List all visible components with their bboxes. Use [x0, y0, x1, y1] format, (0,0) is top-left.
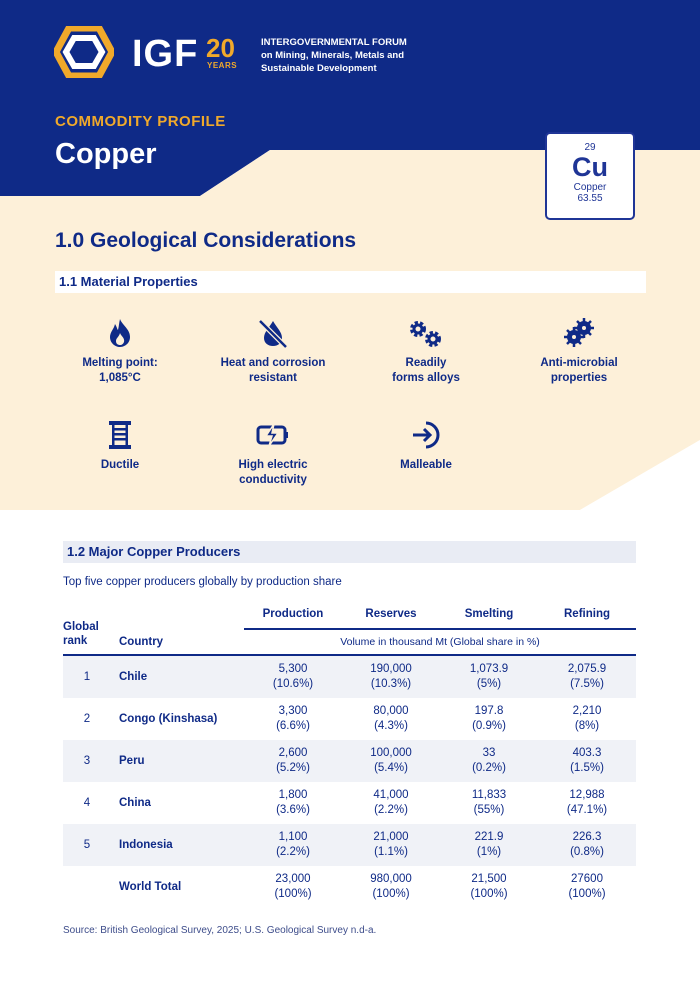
subsection-heading: 1.2 Major Copper Producers	[63, 541, 636, 563]
production-cell: 3,300 (6.6%)	[276, 705, 310, 732]
reserves-cell: 41,000 (2.2%)	[373, 789, 409, 816]
country-cell: Indonesia	[111, 824, 244, 866]
col-header-production: Production	[244, 600, 342, 629]
col-header-refining: Refining	[538, 600, 636, 629]
property-ductile	[50, 420, 190, 473]
rank-cell: 1	[63, 656, 111, 698]
property-label: Readily forms alloys	[392, 357, 460, 384]
microbe-icon	[563, 318, 595, 348]
rank-cell: 3	[63, 740, 111, 782]
col-header-rank: Global rank	[63, 621, 99, 647]
element-symbol: Cu	[572, 152, 608, 182]
smelting-cell: 33 (0.2%)	[440, 740, 538, 782]
property-label: High electric conductivity	[238, 459, 308, 486]
table-caption: Top five copper producers globally by production share	[63, 576, 342, 588]
forum-name	[261, 36, 481, 75]
table-row	[63, 824, 636, 866]
refining-cell: 27600 (100%)	[568, 873, 606, 900]
logo-anniversary: 20	[206, 33, 235, 63]
no-water-icon	[256, 318, 290, 348]
flame-icon	[106, 318, 134, 348]
refining-cell: 2,075.9 (7.5%)	[538, 656, 636, 698]
property-conductivity	[203, 420, 343, 488]
reserves-cell: 190,000 (10.3%)	[342, 656, 440, 698]
units-note: Volume in thousand Mt (Global share in %)	[340, 636, 540, 648]
refining-cell: 12,988 (47.1%)	[566, 789, 608, 816]
table-row	[63, 698, 636, 740]
logo-wordmark: IGF	[132, 33, 199, 75]
smelting-cell: 197.8 (0.9%)	[472, 705, 506, 732]
production-cell: 5,300 (10.6%)	[244, 656, 342, 698]
reserves-cell: 21,000 (1.1%)	[342, 824, 440, 866]
table-row	[63, 782, 636, 824]
logo-years: YEARS	[207, 61, 238, 70]
production-cell: 1,100 (2.2%)	[244, 824, 342, 866]
atomic-mass: 63.55	[577, 193, 603, 204]
country-cell: China	[119, 796, 151, 809]
source-note: Source: British Geological Survey, 2025; U.S. Geological Survey n.d-a.	[63, 925, 377, 936]
arrow-in-icon	[409, 420, 443, 450]
section-heading: 1.0 Geological Considerations	[55, 229, 357, 252]
atomic-number: 29	[584, 142, 596, 153]
battery-charge-icon	[255, 420, 291, 450]
country-cell: Peru	[111, 740, 244, 782]
producers-table	[63, 600, 636, 908]
rank-cell: 2	[83, 712, 91, 725]
igf-logo-icon	[54, 26, 114, 78]
smelting-cell: 11,833 (55%)	[471, 789, 507, 816]
country-cell: Congo (Kinshasa)	[119, 712, 218, 725]
production-cell: 1,800 (3.6%)	[276, 789, 310, 816]
page-title: Copper	[55, 138, 157, 170]
col-header-country: Country	[119, 636, 164, 648]
property-malleable	[356, 420, 496, 473]
rank-cell: 4	[83, 796, 91, 809]
document-type-label: COMMODITY PROFILE	[55, 113, 226, 130]
smelting-cell: 1,073.9 (5%)	[440, 656, 538, 698]
col-header-smelting: Smelting	[440, 600, 538, 629]
table-row	[63, 740, 636, 782]
rank-cell: 5	[63, 824, 111, 866]
periodic-element-card	[545, 132, 635, 220]
coil-icon	[106, 420, 134, 450]
smelting-cell: 21,500 (100%)	[470, 873, 508, 900]
property-label: Ductile	[100, 459, 140, 471]
table-row-total	[63, 866, 636, 908]
table-row	[63, 656, 636, 698]
reserves-cell: 980,000 (100%)	[370, 873, 412, 900]
refining-cell: 226.3 (0.8%)	[538, 824, 636, 866]
element-name: Copper	[573, 182, 607, 193]
property-melting-point	[50, 318, 190, 386]
country-cell: World Total	[119, 880, 182, 893]
reserves-cell: 80,000 (4.3%)	[373, 705, 409, 732]
forum-line: INTERGOVERNMENTAL FORUM	[261, 37, 407, 48]
property-antimicrobial	[509, 318, 649, 386]
refining-cell: 403.3 (1.5%)	[538, 740, 636, 782]
smelting-cell: 221.9 (1%)	[440, 824, 538, 866]
gears-icon	[406, 318, 446, 348]
forum-line: Sustainable Development	[261, 63, 377, 74]
property-label: Heat and corrosion resistant	[220, 357, 326, 384]
forum-line: on Mining, Minerals, Metals and	[261, 50, 405, 61]
col-header-reserves: Reserves	[342, 600, 440, 629]
property-label: Anti-microbial properties	[540, 357, 618, 384]
property-label: Melting point: 1,085°C	[82, 357, 158, 384]
production-cell: 23,000 (100%)	[274, 873, 312, 900]
country-cell: Chile	[111, 656, 244, 698]
rank-cell	[63, 866, 111, 908]
production-cell: 2,600 (5.2%)	[244, 740, 342, 782]
reserves-cell: 100,000 (5.4%)	[342, 740, 440, 782]
property-alloys	[356, 318, 496, 386]
subsection-heading: 1.1 Material Properties	[55, 271, 646, 293]
property-label: Malleable	[400, 459, 452, 471]
refining-cell: 2,210 (8%)	[572, 705, 602, 732]
property-heat-resistant	[203, 318, 343, 386]
